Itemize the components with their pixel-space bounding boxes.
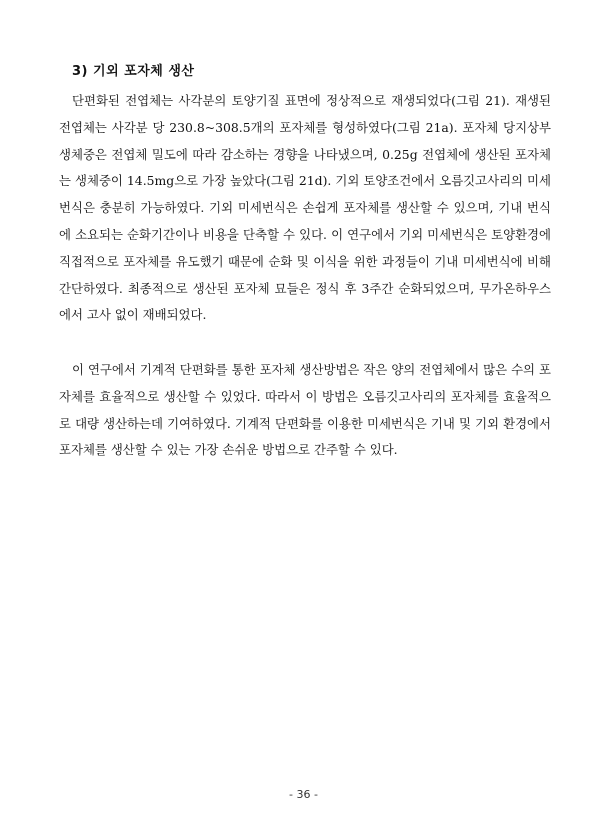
page-number: - 36 - [289, 788, 318, 801]
section-heading: 3) 기외 포자체 생산 [72, 64, 195, 79]
body-paragraph-2: 이 연구에서 기계적 단편화를 통한 포자체 생산방법은 작은 양의 전엽체에서 많은 수의 포자체를 효율적으로 생산할 수 있었다. 따라서 이 방법은 오름깃고사리의 포자체를 효율적으로 대량 생산하는데 기여하였다. 기계적 단편화를 이용한 미세번식은 기내 및 기외 환경에서 포자체를 생산할 수 있는 가장 손쉬운 방법으로 간주할 수 있다. [59, 362, 551, 458]
body-paragraph-1: 단편화된 전엽체는 사각분의 토양기질 표면에 정상적으로 재생되었다(그림 21). 재생된 전엽체는 사각분 당 230.8~308.5개의 포자체를 형성하였다(그림 21a). 포자체 당지상부 생체중은 전엽체 밀도에 따라 감소하는 경향을 나타냈으며, 0.25g 전엽체에 생산된 포자체는 생체중이 14.5mg으로 가장 높았다(그림 21d). 기외 토양조건에서 오름깃고사리의 미세번식은 충분히 가능하였다. 기외 미세번식은 손쉽게 포자체를 생산할 수 있으며, 기내 번식에 소요되는 순화기간이나 비용을 단축할 수 있다. 이 연구에서 기외 미세번식은 토양환경에 직접적으로 포자체를 유도했기 때문에 순화 및 이식을 위한 과정들이 기내 미세번식에 비해 간단하였다. 최종적으로 생산된 포자체 묘들은 정식 후 3주간 순화되었으며, 무가온하우스에서 고사 없이 재배되었다. [59, 93, 551, 323]
